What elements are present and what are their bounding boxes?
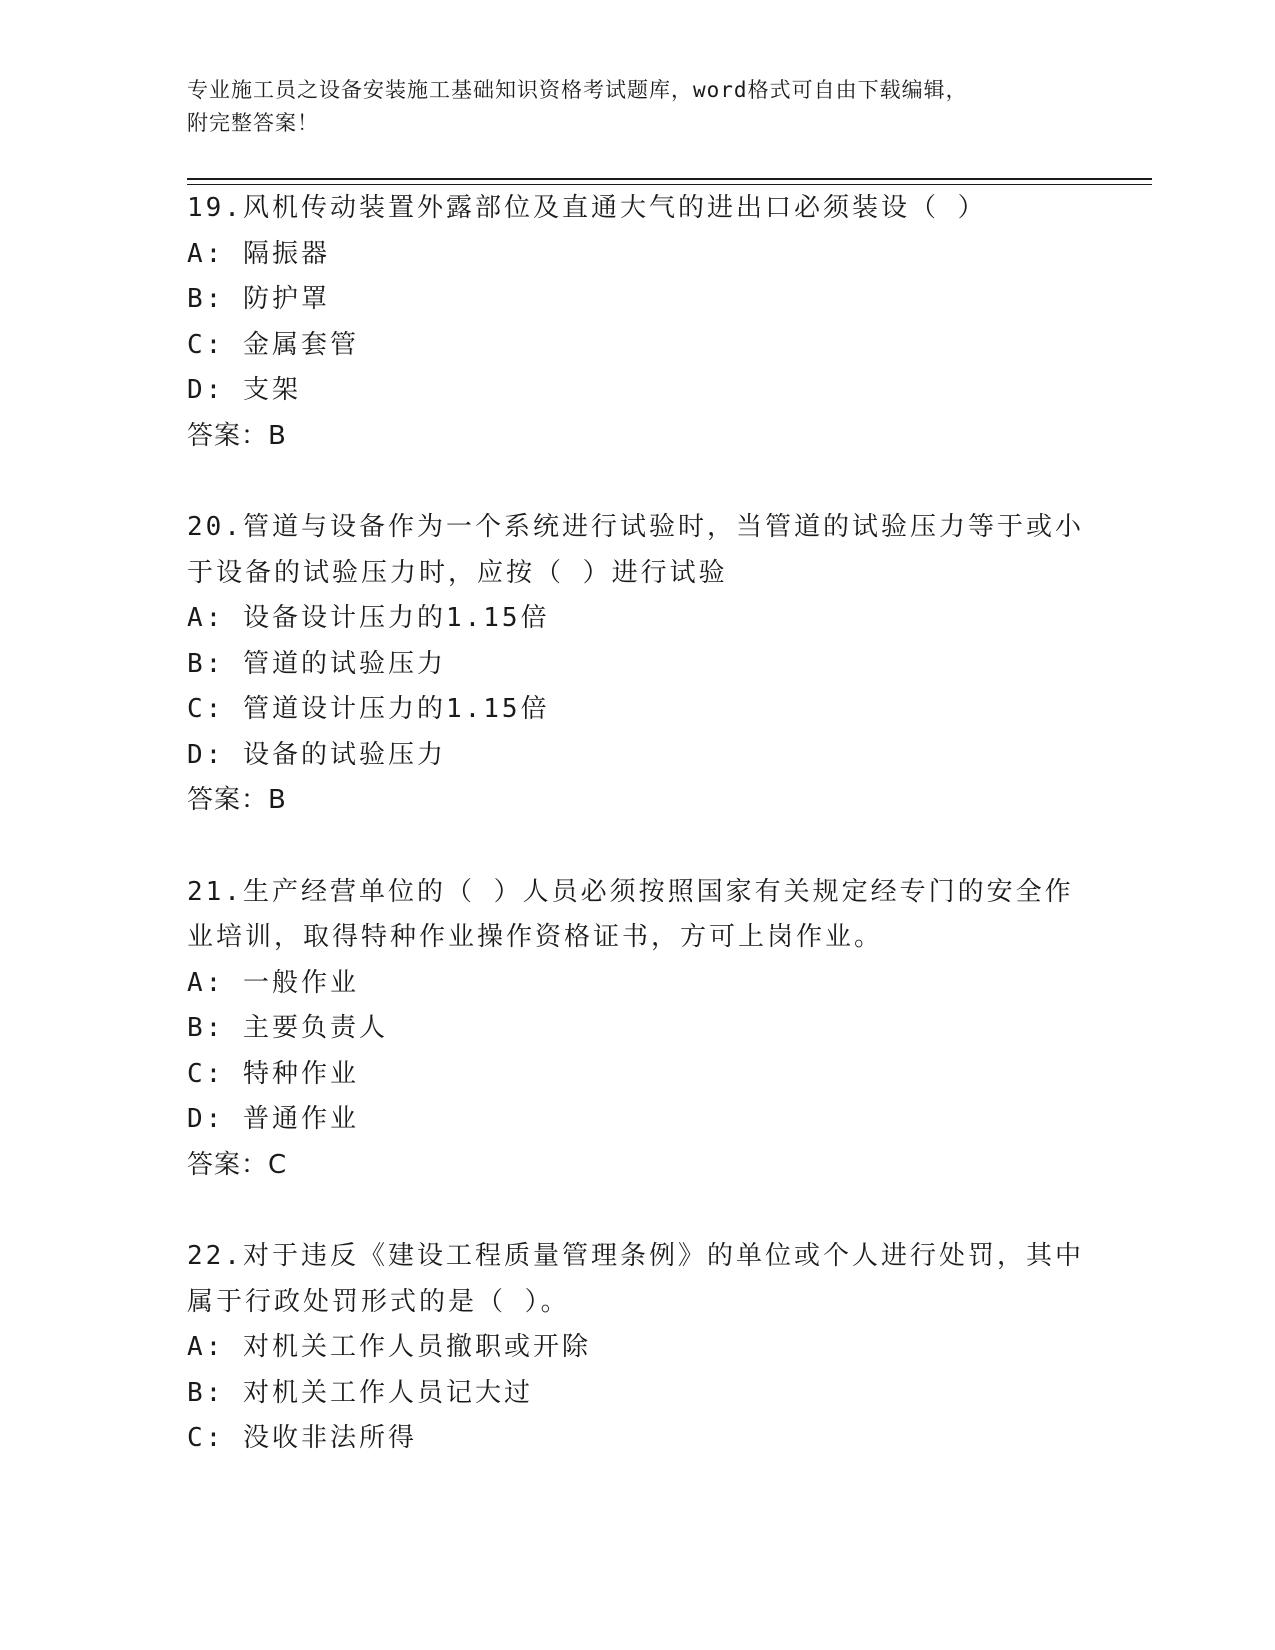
question-stem: 20.管道与设备作为一个系统进行试验时，当管道的试验压力等于或小 [187,512,1084,542]
option-b: B: 主要负责人 [187,1013,388,1043]
question-stem-continued: 属于行政处罚形式的是（ ）。 [187,1286,570,1317]
answer-line: 答案：B [187,420,287,451]
option-d: D: 支架 [187,375,301,405]
question-stem: 21.生产经营单位的（ ）人员必须按照国家有关规定经专门的安全作 [187,876,1074,907]
answer-line: 答案：C [187,1149,288,1180]
option-b: B: 防护罩 [187,284,330,314]
question-item [187,870,1087,1189]
option-a: A: 设备设计压力的1.15倍 [187,603,550,633]
document-header [187,74,1087,140]
option-c: C: 没收非法所得 [187,1423,417,1453]
option-d: D: 设备的试验压力 [187,739,446,770]
option-b: B: 管道的试验压力 [187,648,446,679]
question-stem: 19.风机传动装置外露部位及直通大气的进出口必须装设（ ） [187,193,987,223]
question-list [187,186,1087,1462]
option-a: A: 对机关工作人员撤职或开除 [187,1332,591,1362]
question-stem: 22.对于违反《建设工程质量管理条例》的单位或个人进行处罚，其中 [187,1241,1084,1271]
option-a: A: 一般作业 [187,967,359,998]
option-c: C: 特种作业 [187,1058,359,1089]
header-line: 附完整答案！ [187,111,319,135]
header-divider [187,178,1152,180]
option-c: C: 管道设计压力的1.15倍 [187,694,550,724]
header-line: 专业施工员之设备安装施工基础知识资格考试题库，word格式可自由下载编辑， [187,78,968,102]
option-c: C: 金属套管 [187,329,359,360]
question-item [187,1234,1087,1462]
question-item [187,505,1087,824]
header-divider-thin [187,184,1152,185]
option-a: A: 隔振器 [187,238,330,269]
question-item [187,186,1087,459]
option-d: D: 普通作业 [187,1104,359,1134]
option-b: B: 对机关工作人员记大过 [187,1377,533,1408]
question-stem-continued: 业培训，取得特种作业操作资格证书，方可上岗作业。 [187,922,884,952]
answer-line: 答案：B [187,785,287,815]
question-stem-continued: 于设备的试验压力时，应按（ ）进行试验 [187,557,728,588]
